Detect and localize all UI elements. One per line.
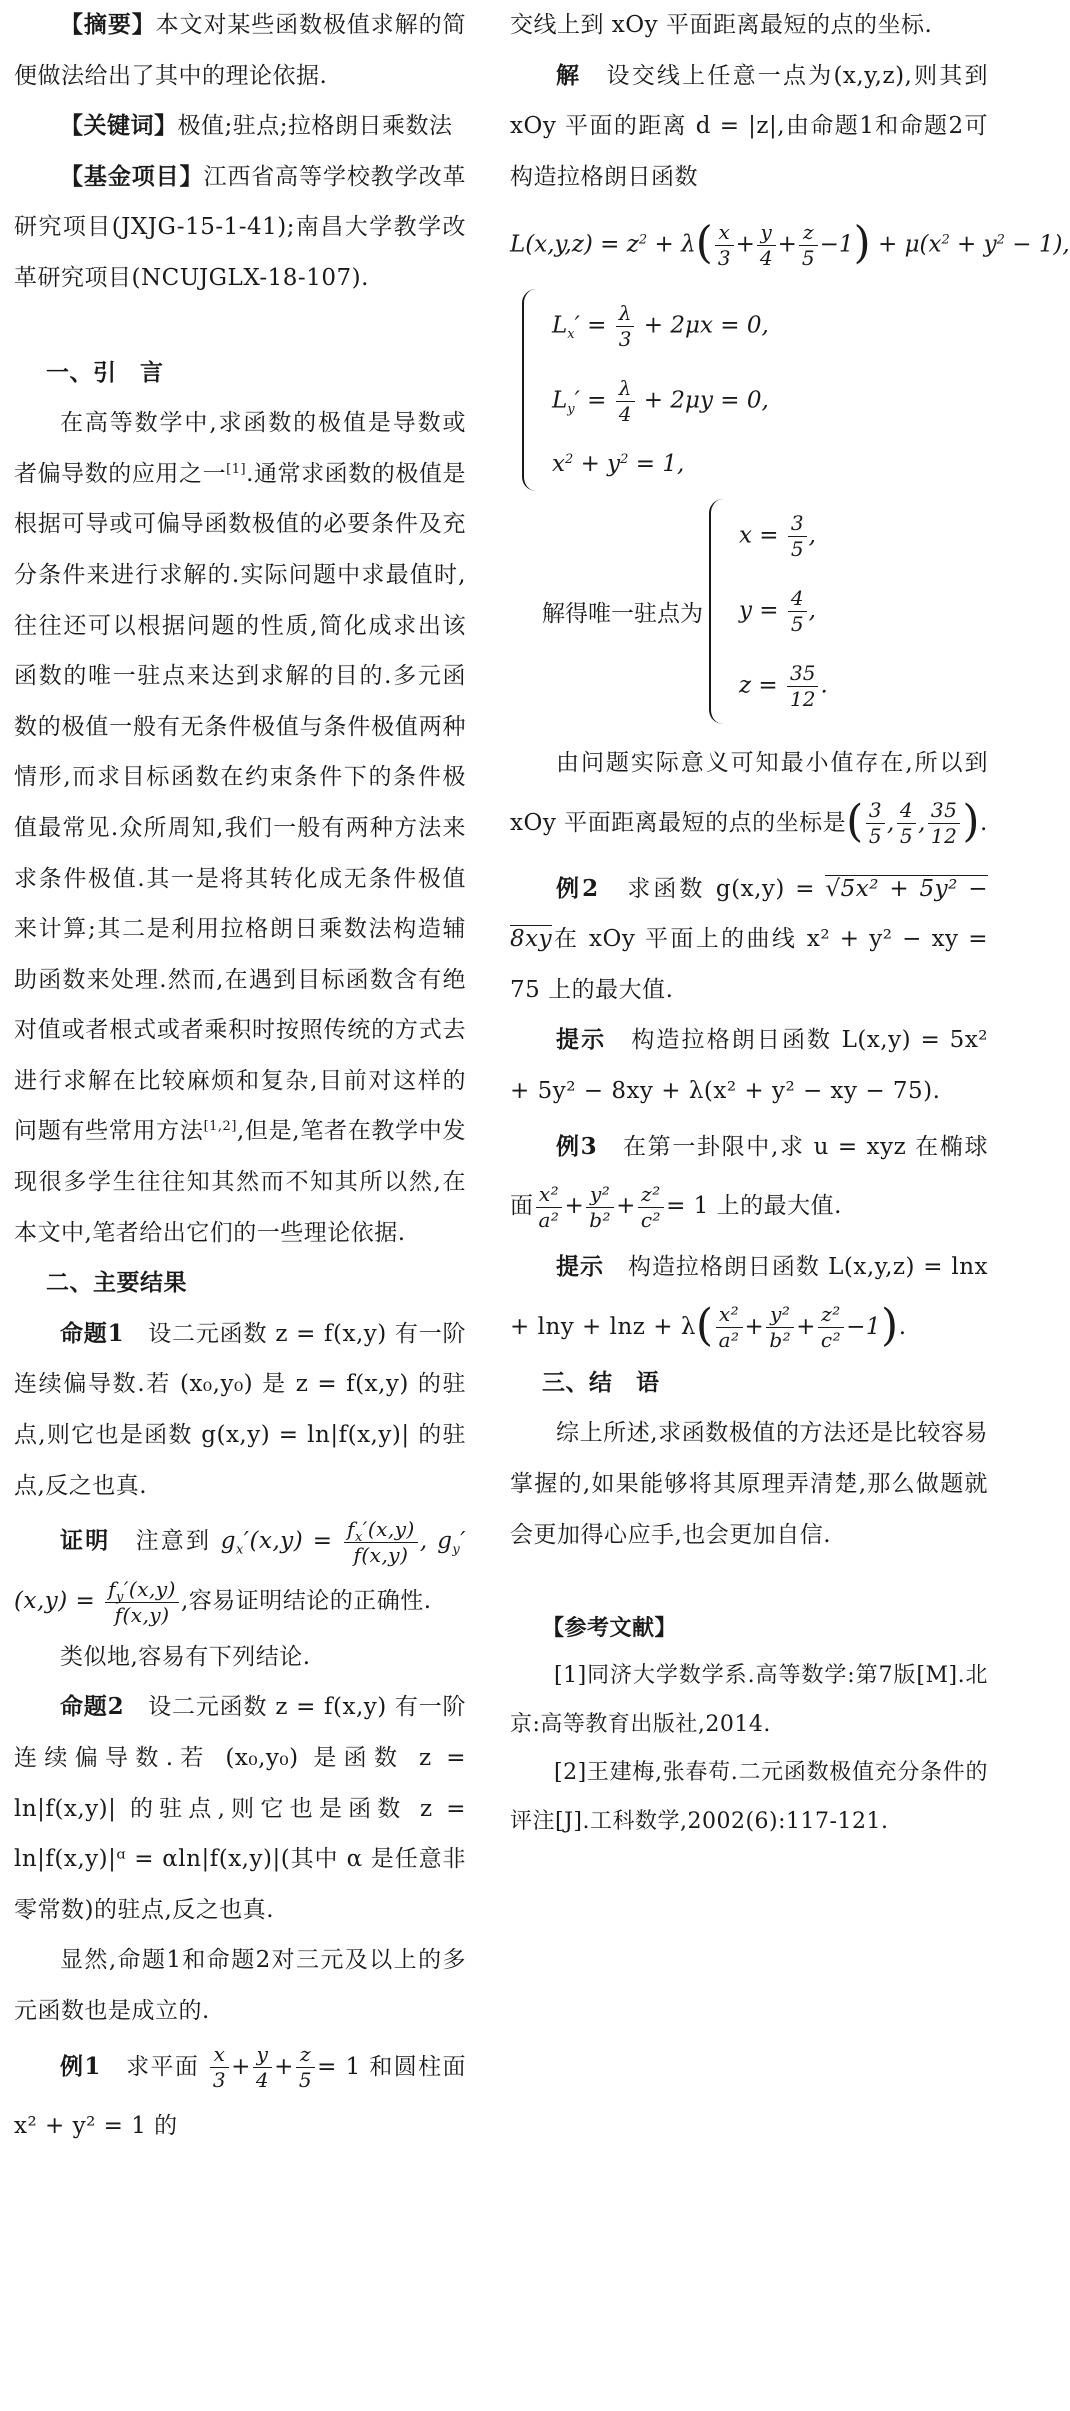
solution: 解 设交线上任意一点为(x,y,z),则其到 xOy 平面的距离 d = |z|,由命题1和命题2可构造拉格朗日函数 <box>510 61 989 190</box>
example-2: 例2 求函数 g(x,y) = √5x² + 5y² − 8xy在 xOy 平面上的曲线 x² + y² − xy = 75 上的最大值. <box>510 874 988 1003</box>
left-column <box>14 0 466 2157</box>
proposition-1: 命题1 设二元函数 z = f(x,y) 有一阶连续偏导数.若 (x₀,y₀) 是 z = f(x,y) 的驻点,则它也是函数 g(x,y) = ln|f(x,y)| 的驻点,反之也真. <box>14 1319 466 1499</box>
section-conclusion-title: 三、结 语 <box>542 1368 660 1396</box>
proposition-2: 命题2 设二元函数 z = f(x,y) 有一阶连续偏导数.若 (x₀,y₀) 是函数 z = ln|f(x,y)| 的驻点,则它也是函数 z = ln|f(x,y)|ᵅ = αln|f(x,y)|(其中 α 是任意非零常数)的驻点,反之也真. <box>14 1693 466 1923</box>
example-3-hint: 提示 构造拉格朗日函数 L(x,y,z) = lnx + lny + lnz + λ( $\frac{\text{x²}}{\text{a²}}$ + $\frac{\text{y²}}{\text{b²}}$ + $\frac{\text{z²}}{\text{c²}}$ −1). <box>510 1253 988 1353</box>
intro-paragraph: 在高等数学中,求函数的极值是导数或者偏导数的应用之一[1].通常求函数的极值是根据可导或可偏导函数极值的必要条件及充分条件来进行求解的.实际问题中求最值时,往往还可以根据问题的性质,简化成求出该函数的唯一驻点来达到求解的目的.多元函数的极值一般有无条件极值与条件极值两种情形,而求目标函数在约束条件下的条件极值最常见.众所周知,我们一般有两种方法来求条件极值.其一是将其转化成无条件极值来计算;其二是利用拉格朗日乘数法构造辅助函数来处理.然而,在遇到目标函数含有绝对值或者根式或者乘积时按照传统的方式去进行求解在比较麻烦和复杂,目前对这样的问题有些常用方法[1,2],但是,笔者在教学中发现很多学生往往知其然而不知其所以然,在本文中,笔者给出它们的一些理论依据. <box>14 410 467 1246</box>
obvious-note: 显然,命题1和命题2对三元及以上的多元函数也是成立的. <box>14 1947 466 2024</box>
funding: 【基金项目】江西省高等学校教学改革研究项目(JXJG-15-1-41);南昌大学教学改革研究项目(NCUJGLX-18-107). <box>14 162 466 291</box>
stationary-point: 解得唯一驻点为 x = $\frac{3}{5}$ , y = $\frac{4}{5}$ , z = $\frac{35}{12}$ . <box>542 499 988 724</box>
lagrange-function: $L(x,y,z) = z^2 + \lambda$( $\frac{x}{3}$ + $\frac{y}{4}$ + $\frac{z}{5}$ $-1) + \mu(x^2 + y^2 - 1)$, <box>510 217 1070 271</box>
conclusion-paragraph: 综上所述,求函数极值的方法还是比较容易掌握的,如果能够将其原理弄清楚,那么做题就会更加得心应手,也会更加自信. <box>510 1420 988 1548</box>
citation-1[interactable]: [1] <box>226 461 247 477</box>
references-title: 【参考文献】 <box>542 1615 678 1642</box>
example-3: 例3 在第一卦限中,求 u = xyz 在椭球面 $\frac{\text{x²}}{\text{a²}}$ + $\frac{\text{y²}}{\text{b²}}$ + $\frac{\text{z²}}{\text{c²}}$ = 1 上的最大值. <box>510 1132 988 1232</box>
section-results-title: 二、主要结果 <box>46 1269 187 1297</box>
abstract: 【摘要】本文对某些函数极值求解的简便做法给出了其中的理论依据. <box>14 11 466 89</box>
gx-derivative: $g_x'(x,y)$ = $\frac{f_x'(x,y)}{f(x,y)}$ , $g_y'(x,y)$ = $\frac{f_y'(x,y)}{f(x,y)}$ <box>14 1516 467 1627</box>
proof: 证明 注意到 $g_x'(x,y)$ = $\frac{f_x'(x,y)}{f(x,y)}$ , $g_y'(x,y)$ = $\frac{f_y'(x,y)}{f(x,y)}$ ,容易证明结论的正确性. <box>14 1516 467 1627</box>
example-1-continued: 交线上到 xOy 平面距离最短的点的坐标. <box>510 12 933 38</box>
lagrange-system: $L_x'$ = $\frac{\lambda}{3}$ + 2μx = 0, $L_y'$ = $\frac{\lambda}{4}$ + 2μy = 0, $x^2 + y^2 = 1$, <box>522 289 988 491</box>
conclusion: 由问题实际意义可知最小值存在,所以到 xOy 平面距离最短的点的坐标是( $\frac{3}{5}$ , $\frac{4}{5}$ , $\frac{35}{12}$ ). <box>510 749 988 849</box>
reference-item: [1]同济大学数学系.高等数学:第7版[M].北京:高等教育出版社,2014. <box>510 1663 988 1737</box>
section-intro-title: 一、引 言 <box>46 358 164 386</box>
citation-1-2[interactable]: [1,2] <box>203 1119 237 1135</box>
reference-item: [2]王建梅,张春苟.二元函数极值充分条件的评注[J].工科数学,2002(6):117-121. <box>510 1760 988 1834</box>
references <box>510 1604 988 1846</box>
similar-note: 类似地,容易有下列结论. <box>60 1643 311 1670</box>
example-1: 例1 求平面 $\frac{x}{3}$ + $\frac{y}{4}$ + $\frac{z}{5}$ = 1 和圆柱面 x² + y² = 1 的 <box>14 2042 467 2140</box>
keywords: 【关键词】极值;驻点;拉格朗日乘数法 <box>60 112 453 140</box>
plane-equation: $\frac{x}{3}$ + $\frac{y}{4}$ + $\frac{z}{5}$ <box>208 2054 317 2080</box>
right-column <box>510 0 1070 1846</box>
example-2-hint: 提示 构造拉格朗日函数 L(x,y) = 5x² + 5y² − 8xy + λ(x² + y² − xy − 75). <box>510 1026 989 1104</box>
